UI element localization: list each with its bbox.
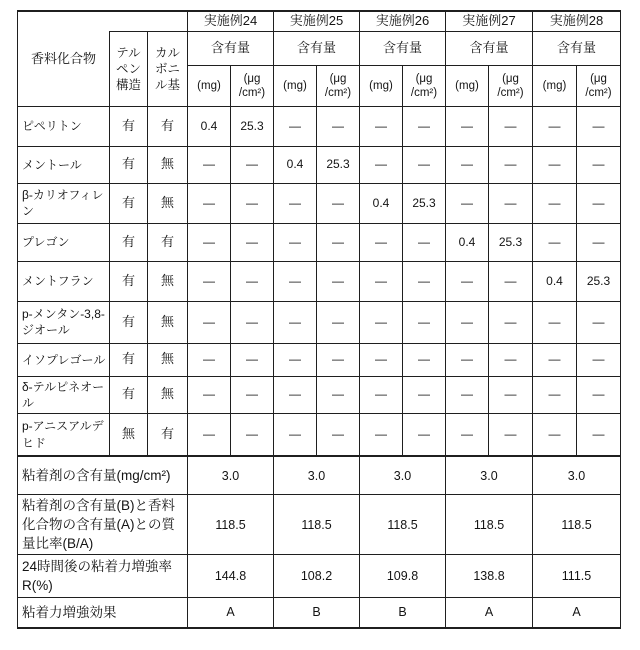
value-cell: — (403, 146, 446, 183)
carbonyl-flag: 無 (148, 301, 188, 343)
value-cell: — (360, 343, 403, 376)
carbonyl-flag: 有 (148, 106, 188, 146)
value-cell: — (188, 301, 231, 343)
value-cell: — (274, 223, 317, 261)
summary-value: 118.5 (533, 494, 621, 554)
compound-name: イソプレゴール (18, 343, 110, 376)
value-cell: — (489, 261, 533, 301)
terpene-flag: 有 (110, 183, 148, 223)
summary-value: 108.2 (274, 555, 360, 598)
carbonyl-flag: 無 (148, 376, 188, 413)
terpene-flag: 有 (110, 301, 148, 343)
value-cell: — (489, 301, 533, 343)
unit-mg-header: (mg) (188, 65, 231, 106)
value-cell: — (446, 146, 489, 183)
value-cell: — (317, 223, 360, 261)
compound-name: メントフラン (18, 261, 110, 301)
unit-mg-header: (mg) (533, 65, 577, 106)
value-cell: 25.3 (231, 106, 274, 146)
summary-value: 3.0 (446, 456, 533, 494)
value-cell: — (533, 413, 577, 456)
value-cell: — (188, 343, 231, 376)
terpene-flag: 有 (110, 343, 148, 376)
terpene-flag: 有 (110, 146, 148, 183)
unit-mg-header: (mg) (274, 65, 317, 106)
value-cell: — (274, 343, 317, 376)
value-cell: — (188, 146, 231, 183)
value-cell: 0.4 (188, 106, 231, 146)
summary-row (18, 494, 621, 554)
content-header: 含有量 (188, 31, 274, 65)
terpene-flag: 無 (110, 413, 148, 456)
value-cell: — (577, 376, 621, 413)
value-cell: — (403, 223, 446, 261)
value-cell: — (533, 146, 577, 183)
summary-value: A (446, 598, 533, 628)
summary-value: 138.8 (446, 555, 533, 598)
value-cell: — (274, 301, 317, 343)
value-cell: — (231, 146, 274, 183)
value-cell: — (231, 183, 274, 223)
value-cell: — (317, 413, 360, 456)
value-cell: — (533, 183, 577, 223)
value-cell: — (188, 376, 231, 413)
compound-column-header: 香料化合物 (18, 11, 110, 106)
value-cell: — (231, 223, 274, 261)
summary-value: 3.0 (533, 456, 621, 494)
carbonyl-flag: 無 (148, 343, 188, 376)
summary-label: 粘着剤の含有量(B)と香料化合物の含有量(A)との質量比率(B/A) (18, 494, 188, 554)
value-cell: — (533, 343, 577, 376)
compound-row (18, 376, 621, 413)
value-cell: — (446, 301, 489, 343)
content-header: 含有量 (274, 31, 360, 65)
content-header: 含有量 (446, 31, 533, 65)
value-cell: — (403, 413, 446, 456)
carbonyl-flag: 有 (148, 413, 188, 456)
compound-name: p-アニスアルデヒド (18, 413, 110, 456)
example-27-header: 実施例27 (446, 11, 533, 31)
compound-row (18, 183, 621, 223)
value-cell: — (231, 343, 274, 376)
value-cell: — (533, 106, 577, 146)
value-cell: — (489, 146, 533, 183)
value-cell: 0.4 (446, 223, 489, 261)
summary-value: 3.0 (188, 456, 274, 494)
compound-name: β-カリオフィレン (18, 183, 110, 223)
results-table (17, 10, 621, 629)
value-cell: — (188, 223, 231, 261)
terpene-flag: 有 (110, 106, 148, 146)
summary-value: 109.8 (360, 555, 446, 598)
value-cell: — (317, 301, 360, 343)
value-cell: — (577, 146, 621, 183)
unit-ugcm2-header: (μg /cm²) (489, 65, 533, 106)
value-cell: — (577, 183, 621, 223)
value-cell: — (533, 223, 577, 261)
value-cell: — (446, 261, 489, 301)
value-cell: — (360, 261, 403, 301)
terpene-column-header: テルペン構造 (110, 31, 148, 106)
terpene-flag: 有 (110, 223, 148, 261)
value-cell: 25.3 (577, 261, 621, 301)
summary-value: 118.5 (274, 494, 360, 554)
value-cell: — (489, 413, 533, 456)
compound-row (18, 146, 621, 183)
terpene-flag: 有 (110, 261, 148, 301)
summary-value: 118.5 (360, 494, 446, 554)
summary-value: A (188, 598, 274, 628)
terpene-flag: 有 (110, 376, 148, 413)
value-cell: — (360, 106, 403, 146)
value-cell: — (533, 376, 577, 413)
value-cell: — (577, 106, 621, 146)
example-26-header: 実施例26 (360, 11, 446, 31)
value-cell: — (360, 301, 403, 343)
value-cell: — (188, 261, 231, 301)
summary-row (18, 456, 621, 494)
value-cell: — (489, 106, 533, 146)
compound-name: ピペリトン (18, 106, 110, 146)
summary-value: 118.5 (446, 494, 533, 554)
value-cell: 25.3 (489, 223, 533, 261)
unit-ugcm2-header: (μg /cm²) (231, 65, 274, 106)
header-spacer (110, 11, 188, 31)
value-cell: — (577, 343, 621, 376)
carbonyl-flag: 無 (148, 146, 188, 183)
summary-value: B (274, 598, 360, 628)
compound-row (18, 301, 621, 343)
value-cell: 0.4 (360, 183, 403, 223)
value-cell: — (274, 183, 317, 223)
value-cell: — (317, 183, 360, 223)
value-cell: — (577, 413, 621, 456)
example-24-header: 実施例24 (188, 11, 274, 31)
value-cell: 0.4 (533, 261, 577, 301)
value-cell: — (403, 261, 446, 301)
value-cell: — (231, 261, 274, 301)
compound-name: メントール (18, 146, 110, 183)
unit-mg-header: (mg) (446, 65, 489, 106)
value-cell: — (489, 376, 533, 413)
value-cell: — (274, 261, 317, 301)
value-cell: — (317, 343, 360, 376)
value-cell: — (274, 376, 317, 413)
summary-value: 3.0 (360, 456, 446, 494)
value-cell: — (188, 183, 231, 223)
value-cell: — (403, 343, 446, 376)
value-cell: — (403, 376, 446, 413)
header-row-examples (18, 11, 621, 31)
value-cell: — (360, 413, 403, 456)
value-cell: 25.3 (403, 183, 446, 223)
value-cell: — (446, 413, 489, 456)
unit-mg-header: (mg) (360, 65, 403, 106)
summary-value: B (360, 598, 446, 628)
value-cell: — (446, 343, 489, 376)
value-cell: — (231, 376, 274, 413)
summary-row (18, 598, 621, 628)
carbonyl-flag: 有 (148, 223, 188, 261)
compound-row (18, 223, 621, 261)
carbonyl-flag: 無 (148, 183, 188, 223)
value-cell: — (446, 106, 489, 146)
compound-name: プレゴン (18, 223, 110, 261)
unit-ugcm2-header: (μg /cm²) (317, 65, 360, 106)
unit-ugcm2-header: (μg /cm²) (403, 65, 446, 106)
summary-label: 粘着力増強効果 (18, 598, 188, 628)
value-cell: 0.4 (274, 146, 317, 183)
value-cell: — (446, 183, 489, 223)
value-cell: — (231, 301, 274, 343)
value-cell: — (317, 261, 360, 301)
carbonyl-flag: 無 (148, 261, 188, 301)
value-cell: — (577, 301, 621, 343)
summary-value: A (533, 598, 621, 628)
summary-value: 144.8 (188, 555, 274, 598)
example-28-header: 実施例28 (533, 11, 621, 31)
value-cell: — (360, 223, 403, 261)
summary-row (18, 555, 621, 598)
compound-row (18, 106, 621, 146)
value-cell: — (274, 106, 317, 146)
value-cell: — (231, 413, 274, 456)
unit-ugcm2-header: (μg /cm²) (577, 65, 621, 106)
value-cell: — (403, 301, 446, 343)
compound-row (18, 343, 621, 376)
example-25-header: 実施例25 (274, 11, 360, 31)
value-cell: — (360, 146, 403, 183)
compound-name: δ-テルピネオール (18, 376, 110, 413)
value-cell: — (577, 223, 621, 261)
value-cell: — (274, 413, 317, 456)
compound-row (18, 261, 621, 301)
value-cell: — (489, 343, 533, 376)
summary-label: 粘着剤の含有量(mg/cm²) (18, 456, 188, 494)
value-cell: — (403, 106, 446, 146)
value-cell: — (317, 106, 360, 146)
value-cell: — (360, 376, 403, 413)
carbonyl-column-header: カルボニル基 (148, 31, 188, 106)
compound-name: p-メンタン-3,8-ジオール (18, 301, 110, 343)
summary-label: 24時間後の粘着力増強率 R(%) (18, 555, 188, 598)
value-cell: — (489, 183, 533, 223)
value-cell: — (446, 376, 489, 413)
content-header: 含有量 (533, 31, 621, 65)
summary-value: 118.5 (188, 494, 274, 554)
value-cell: — (317, 376, 360, 413)
compound-row (18, 413, 621, 456)
content-header: 含有量 (360, 31, 446, 65)
summary-value: 3.0 (274, 456, 360, 494)
value-cell: 25.3 (317, 146, 360, 183)
value-cell: — (533, 301, 577, 343)
summary-value: 111.5 (533, 555, 621, 598)
value-cell: — (188, 413, 231, 456)
